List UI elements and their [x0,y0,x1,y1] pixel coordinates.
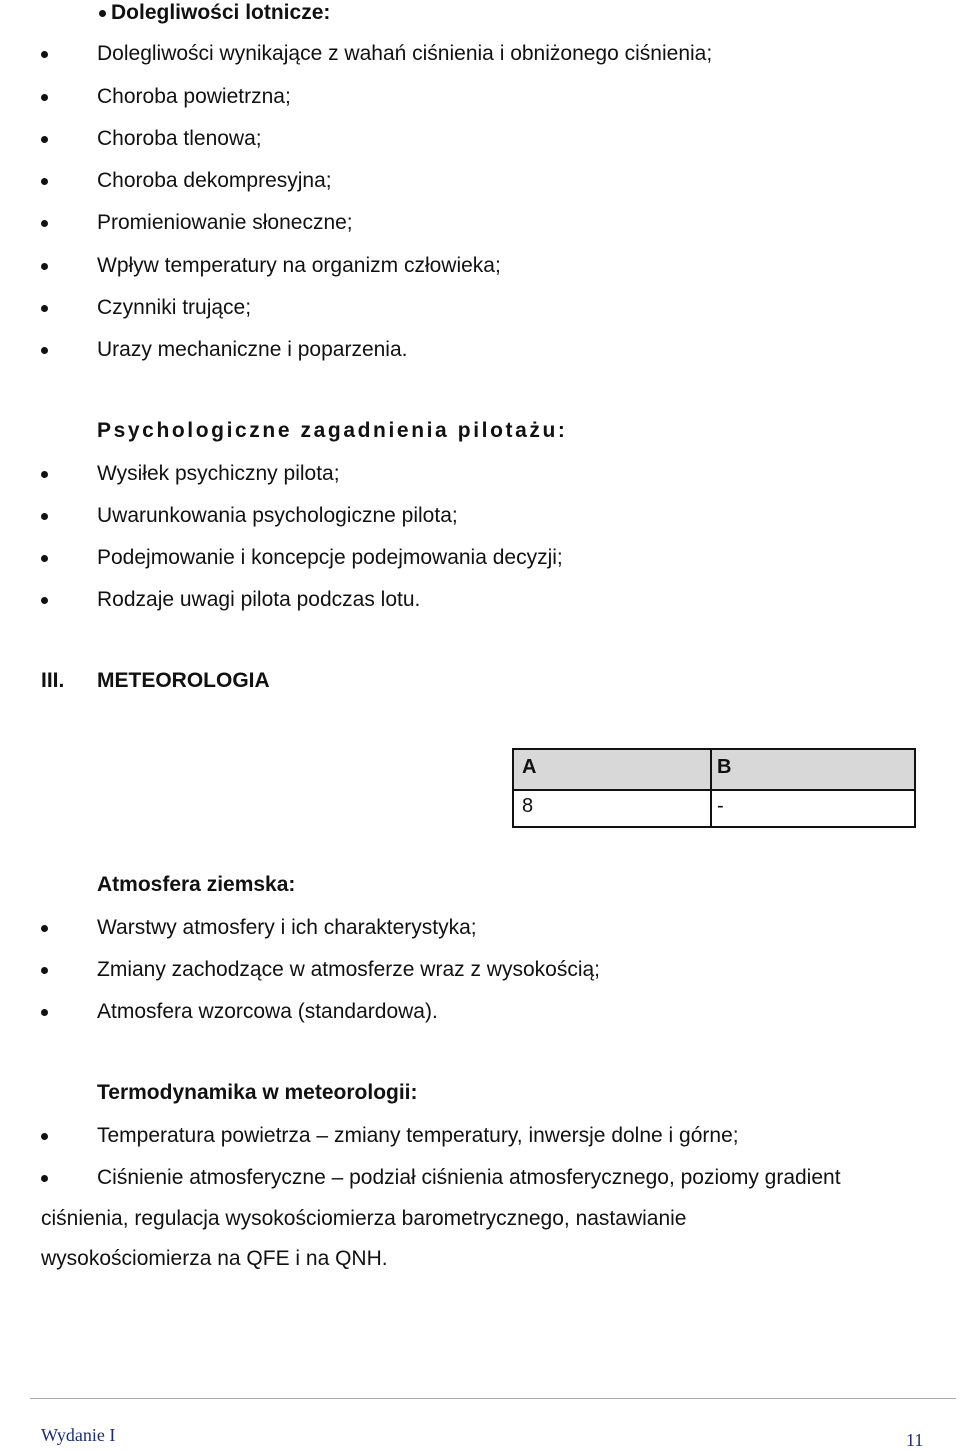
bullet-icon [41,555,48,562]
list-item-continuation: ciśnienia, regulacja wysokościomierza barometrycznego, nastawianie [41,1207,687,1230]
bullet-icon [41,513,48,520]
section-heading: Termodynamika w meteorologii: [97,1081,418,1104]
table-row [514,789,914,828]
bullet-icon [41,136,48,143]
list-item: Uwarunkowania psychologiczne pilota; [97,504,458,527]
bullet-icon [41,263,48,270]
bullet-icon [41,51,48,58]
list-item: Choroba tlenowa; [97,127,262,150]
chapter-number: III. [41,669,65,692]
list-item-continuation: wysokościomierza na QFE i na QNH. [41,1247,388,1270]
table-header-row [514,750,914,791]
list-item: Choroba dekompresyjna; [97,169,332,192]
list-item: Wysiłek psychiczny pilota; [97,462,340,485]
bullet-icon [41,925,48,932]
list-item: Ciśnienie atmosferyczne – podział ciśnienia atmosferycznego, poziomy gradient [97,1166,841,1189]
section-heading: Atmosfera ziemska: [97,873,296,896]
bullet-icon [41,1175,48,1182]
bullet-icon [41,347,48,354]
section-heading: Psychologiczne zagadnienia pilotażu: [97,419,568,442]
bullet-icon [41,94,48,101]
section-heading: Dolegliwości lotnicze: [111,1,331,24]
list-item: Warstwy atmosfery i ich charakterystyka; [97,916,477,939]
list-item: Urazy mechaniczne i poparzenia. [97,338,408,361]
bullet-icon [41,178,48,185]
chapter-title: METEOROLOGIA [97,669,270,692]
table-cell-a: 8 [522,795,534,817]
list-item: Czynniki trujące; [97,296,252,319]
bullet-icon [41,305,48,312]
table-cell-b: - [717,795,724,817]
list-item: Dolegliwości wynikające z wahań ciśnienia i obniżonego ciśnienia; [97,42,713,65]
footer-divider [30,1398,956,1399]
bullet-icon [41,967,48,974]
bullet-icon [99,10,106,17]
bullet-icon [41,1133,48,1140]
list-item: Promieniowanie słoneczne; [97,211,353,234]
bullet-icon [41,597,48,604]
list-item: Choroba powietrzna; [97,85,291,108]
table-header-a: A [522,756,537,778]
bullet-icon [41,220,48,227]
table-header-b: B [717,756,732,778]
list-item: Temperatura powietrza – zmiany temperatury, inwersje dolne i górne; [97,1124,739,1147]
page-number: 11 [906,1430,924,1450]
list-item: Podejmowanie i koncepcje podejmowania decyzji; [97,546,563,569]
list-item: Rodzaje uwagi pilota podczas lotu. [97,588,421,611]
list-item: Wpływ temperatury na organizm człowieka; [97,254,501,277]
bullet-icon [41,471,48,478]
bullet-icon [41,1009,48,1016]
table-divider [710,750,712,826]
list-item: Zmiany zachodzące w atmosferze wraz z wysokością; [97,958,601,981]
list-item: Atmosfera wzorcowa (standardowa). [97,1000,438,1023]
footer-edition: Wydanie I [41,1425,116,1445]
hours-table [512,748,916,828]
